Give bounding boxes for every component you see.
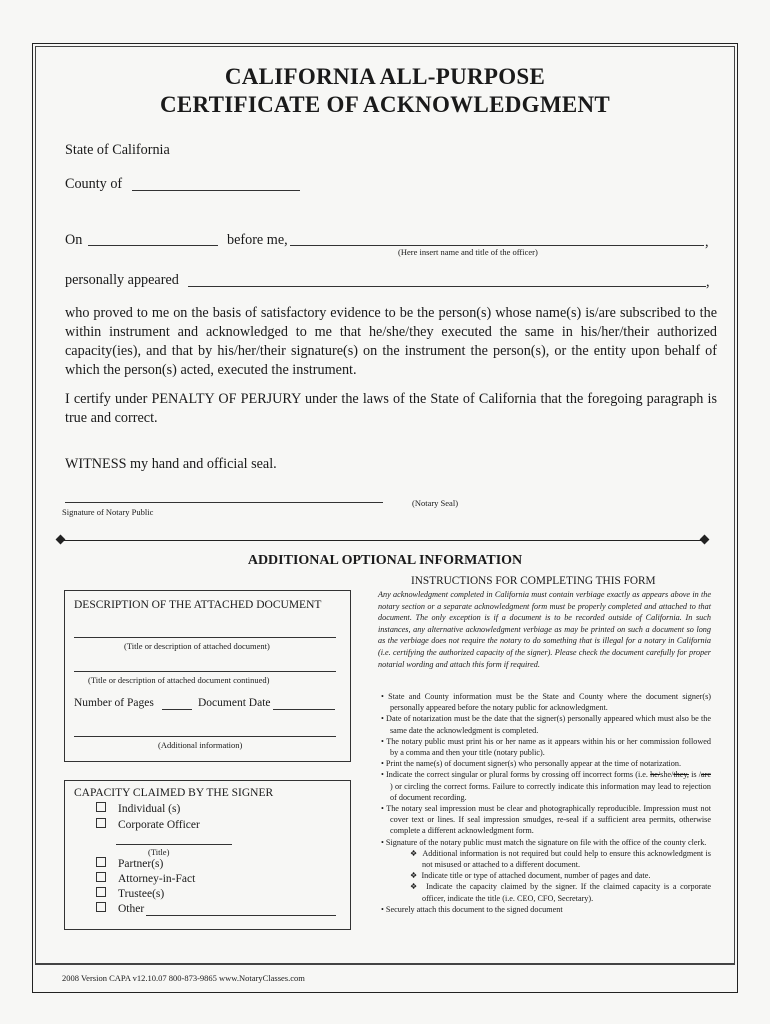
footer-rule xyxy=(35,964,735,965)
checkbox-icon[interactable] xyxy=(96,818,106,828)
notary-signature-line[interactable] xyxy=(65,502,383,503)
comma: , xyxy=(705,234,709,250)
capacity-partner-label: Partner(s) xyxy=(118,858,164,870)
capacity-attorney-label: Attorney-in-Fact xyxy=(118,873,196,885)
pages-label: Number of Pages xyxy=(74,697,154,709)
instruction-subitem: ❖ Indicate the capacity claimed by the signer. If the claimed capacity is a corporate officer, indicate the title (i.e. CEO, CFO, Secretary). xyxy=(410,882,712,903)
instruction-item: • Securely attach this document to the signed document xyxy=(381,904,563,914)
instruction-item: • Signature of the notary public must match the signature on file with the office of the county clerk. xyxy=(381,837,707,847)
date-field[interactable] xyxy=(88,245,218,246)
before-me-label: before me, xyxy=(227,232,288,248)
instruction-item: • The notary public must print his or her name as it appears within his or her commission followed by a comma and then your title (notary public). xyxy=(381,736,711,758)
additional-info-hint: (Additional information) xyxy=(158,740,243,750)
county-field[interactable] xyxy=(132,190,300,191)
checkbox-icon[interactable] xyxy=(96,887,106,897)
checkbox-icon[interactable] xyxy=(96,902,106,912)
checkbox-icon[interactable] xyxy=(96,857,106,867)
instruction-item: • Print the name(s) of document signer(s) who personally appear at the time of notarization. xyxy=(381,759,682,769)
comma-2: , xyxy=(706,274,710,290)
capacity-other-label: Other xyxy=(118,903,145,915)
instruction-subitem: ❖ Indicate title or type of attached document, number of pages and date. xyxy=(410,871,651,881)
capacity-other[interactable] xyxy=(96,902,144,915)
document-title-cont-field[interactable] xyxy=(74,671,336,672)
capacity-corporate[interactable] xyxy=(96,818,200,831)
capacity-trustee[interactable] xyxy=(96,887,164,900)
instruction-item: • Indicate the correct singular or plural forms by crossing off incorrect forms (i.e. he/she/they, is /are ) or circling the correct forms. Failure to correctly indicate this information may lead to rejection of document recording. xyxy=(381,770,711,802)
other-capacity-field[interactable] xyxy=(146,915,336,916)
instruction-item: • The notary seal impression must be clear and photographically reproducible. Impression must not cover text or lines. If seal impression smudges, re-seal if a sufficient area permits, otherwise complete a different acknowledgment form. xyxy=(381,804,712,836)
signer-name-field[interactable] xyxy=(188,286,706,287)
instruction-item: • State and County information must be the State and County where the document signer(s) personally appeared before the notary public for acknowledgment. xyxy=(381,692,711,713)
instruction-item: • Date of notarization must be the date that the signer(s) personally appeared which must also be the same date the acknowledgment is completed. xyxy=(381,714,711,735)
officer-title-hint: (Title) xyxy=(148,847,170,857)
signature-label: Signature of Notary Public xyxy=(62,507,154,517)
witness-statement: WITNESS my hand and official seal. xyxy=(65,456,277,472)
instruction-subitem: ❖ Additional information is not required but could help to ensure this acknowledgment is not misused or attached to a different document. xyxy=(410,848,711,870)
capacity-heading: CAPACITY CLAIMED BY THE SIGNER xyxy=(74,787,274,799)
additional-info-heading: ADDITIONAL OPTIONAL INFORMATION xyxy=(247,553,523,568)
acknowledgment-paragraph: who proved to me on the basis of satisfactory evidence to be the person(s) whose name(s) is/are subscribed to the within instrument and acknowledged to me that he/she/they executed the same in his/her/their authorized capacity(ies), and that by his/her/their signature(s) on the instrument the person(s), or the entity upon behalf of which the person(s) acted, executed the instrument. xyxy=(65,305,717,378)
additional-info-field[interactable] xyxy=(74,736,336,737)
instruction-bullets xyxy=(378,691,711,915)
document-date-field[interactable] xyxy=(273,709,335,710)
officer-title-field[interactable] xyxy=(116,844,232,845)
officer-hint: (Here insert name and title of the officer) xyxy=(398,247,538,257)
instructions-heading: INSTRUCTIONS FOR COMPLETING THIS FORM xyxy=(411,575,656,587)
document-title-field[interactable] xyxy=(74,637,336,638)
officer-field[interactable] xyxy=(290,245,704,246)
on-label: On xyxy=(65,232,83,248)
capacity-corporate-label: Corporate Officer xyxy=(118,819,200,831)
capacity-individual-label: Individual (s) xyxy=(118,803,181,815)
checkbox-icon[interactable] xyxy=(96,872,106,882)
form-title-line1: CALIFORNIA ALL-PURPOSE xyxy=(224,64,546,89)
checkbox-icon[interactable] xyxy=(96,802,106,812)
personally-appeared-label: personally appeared xyxy=(65,272,179,288)
instructions-intro: Any acknowledgment completed in California must contain verbiage exactly as appears above in the notary section or a separate acknowledgment form must be properly completed and attached to that document. The only exception is if a document is to be recorded outside of California. In such instances, any alternative acknowledgment verbiage as may be printed on such a document so long as the verbiage does not require the notary to do something that is illegal for a notary in California (i.e. certifying the authorized capacity of the signer). Please check the document carefully for proper notarial wording and attach this form if required. xyxy=(378,590,711,669)
county-label: County of xyxy=(65,176,123,192)
section-divider xyxy=(60,540,706,541)
document-title-hint: (Title or description of attached document) xyxy=(124,641,270,651)
description-heading: DESCRIPTION OF THE ATTACHED DOCUMENT xyxy=(74,599,322,611)
capacity-individual[interactable] xyxy=(96,802,180,815)
notary-seal-label: (Notary Seal) xyxy=(412,498,459,508)
footer-version: 2008 Version CAPA v12.10.07 800-873-9865 www.NotaryClasses.com xyxy=(62,973,305,983)
capacity-attorney[interactable] xyxy=(96,872,195,885)
document-title-cont-hint: (Title or description of attached document continued) xyxy=(88,675,270,685)
capacity-partner[interactable] xyxy=(96,857,163,870)
capacity-trustee-label: Trustee(s) xyxy=(118,888,165,900)
perjury-paragraph: I certify under PENALTY OF PERJURY under the laws of the State of California that the foregoing paragraph is true and correct. xyxy=(65,391,717,426)
pages-field[interactable] xyxy=(162,709,192,710)
form-title-line2: CERTIFICATE OF ACKNOWLEDGMENT xyxy=(159,92,611,117)
state-label: State of California xyxy=(65,142,170,158)
document-date-label: Document Date xyxy=(198,697,271,709)
